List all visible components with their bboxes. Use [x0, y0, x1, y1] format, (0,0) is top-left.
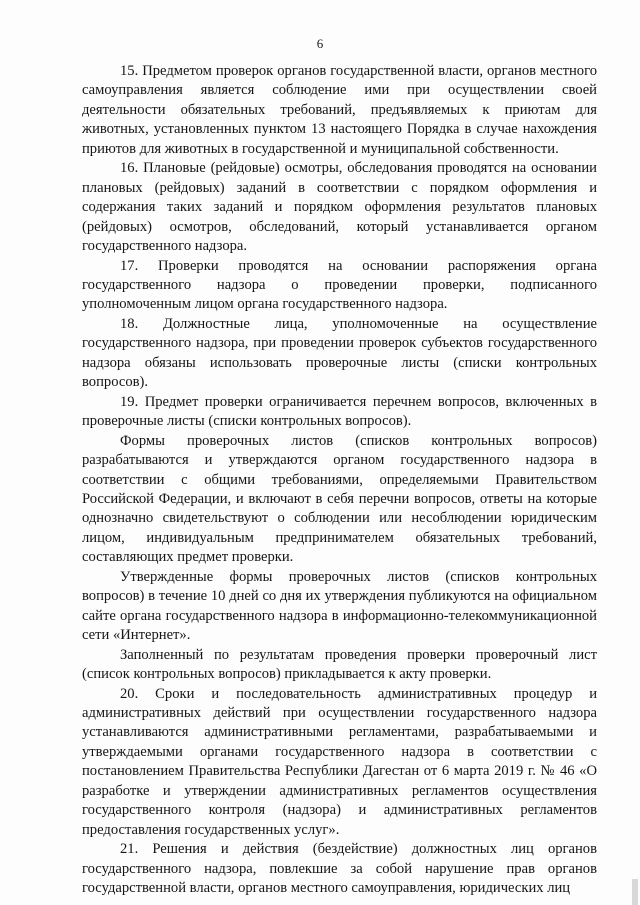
paragraph-21: 21. Решения и действия (бездействие) должностных лиц органов государственного надзора, повлекшие за собой нарушение прав органов государственной власти, органов местного самоуправления, юридических лиц [82, 841, 597, 897]
paragraph-forms: Формы проверочных листов (списков контрольных вопросов) разрабатываются и утверждаются органом государственного надзора в соответствии с общими требованиями, определяемыми Правительством Российской Федерации, и включают в себя перечни вопросов, ответы на которые однозначно свидетельствуют о соблюдении или несоблюдении юридическим лицом, индивидуальным предпринимателем обязательных требований, составляющих предмет проверки. [82, 432, 597, 566]
paragraph-15: 15. Предметом проверок органов государственной власти, органов местного самоуправления является соблюдение ими при осуществлении своей деятельности обязательных требований, предъявляемых к приютам для животных, установленных пунктом 13 настоящего Порядка в случае нахождения приютов для животных в государственной и муниципальной собственности. [82, 63, 597, 157]
paragraph-17: 17. Проверки проводятся на основании распоряжения органа государственного надзора о проведении проверки, подписанного уполномоченным лицом органа государственного надзора. [82, 257, 597, 313]
paragraph-filled-list: Заполненный по результатам проведения проверки проверочный лист (список контрольных вопросов) прикладывается к акту проверки. [82, 646, 597, 683]
paragraph-approved-forms: Утвержденные формы проверочных листов (списков контрольных вопросов) в течение 10 дней со дня их утверждения публикуются на официальном сайте органа государственного надзора в информационно-телекоммуникационной сети «Интернет». [82, 568, 597, 644]
paragraph-19: 19. Предмет проверки ограничивается перечнем вопросов, включенных в проверочные листы (списки контрольных вопросов). [82, 393, 597, 430]
paragraph-18: 18. Должностные лица, уполномоченные на осуществление государственного надзора, при проведении проверок субъектов государственного надзора обязаны использовать проверочные листы (списки контрольных вопросов). [82, 315, 597, 391]
document-body [82, 62, 597, 898]
scan-edge-mark [632, 879, 638, 905]
paragraph-16: 16. Плановые (рейдовые) осмотры, обследования проводятся на основании плановых (рейдовых) заданий в соответствии с порядком оформления и содержания таких заданий и порядком оформления результатов плановых (рейдовых) осмотров, обследований, который устанавливается органом государственного надзора. [82, 160, 597, 255]
page-number: 6 [316, 36, 324, 51]
paragraph-20: 20. Сроки и последовательность административных процедур и административных действий при осуществлении государственного надзора устанавливаются административными регламентами, разрабатываемыми и утверждаемыми органами государственного надзора в соответствии с постановлением Правительства Республики Дагестан от 6 марта 2019 г. № 46 «О разработке и утверждении административных регламентов осуществления государственного контроля (надзора) и административных регламентов предоставления государственных услуг». [82, 685, 597, 838]
